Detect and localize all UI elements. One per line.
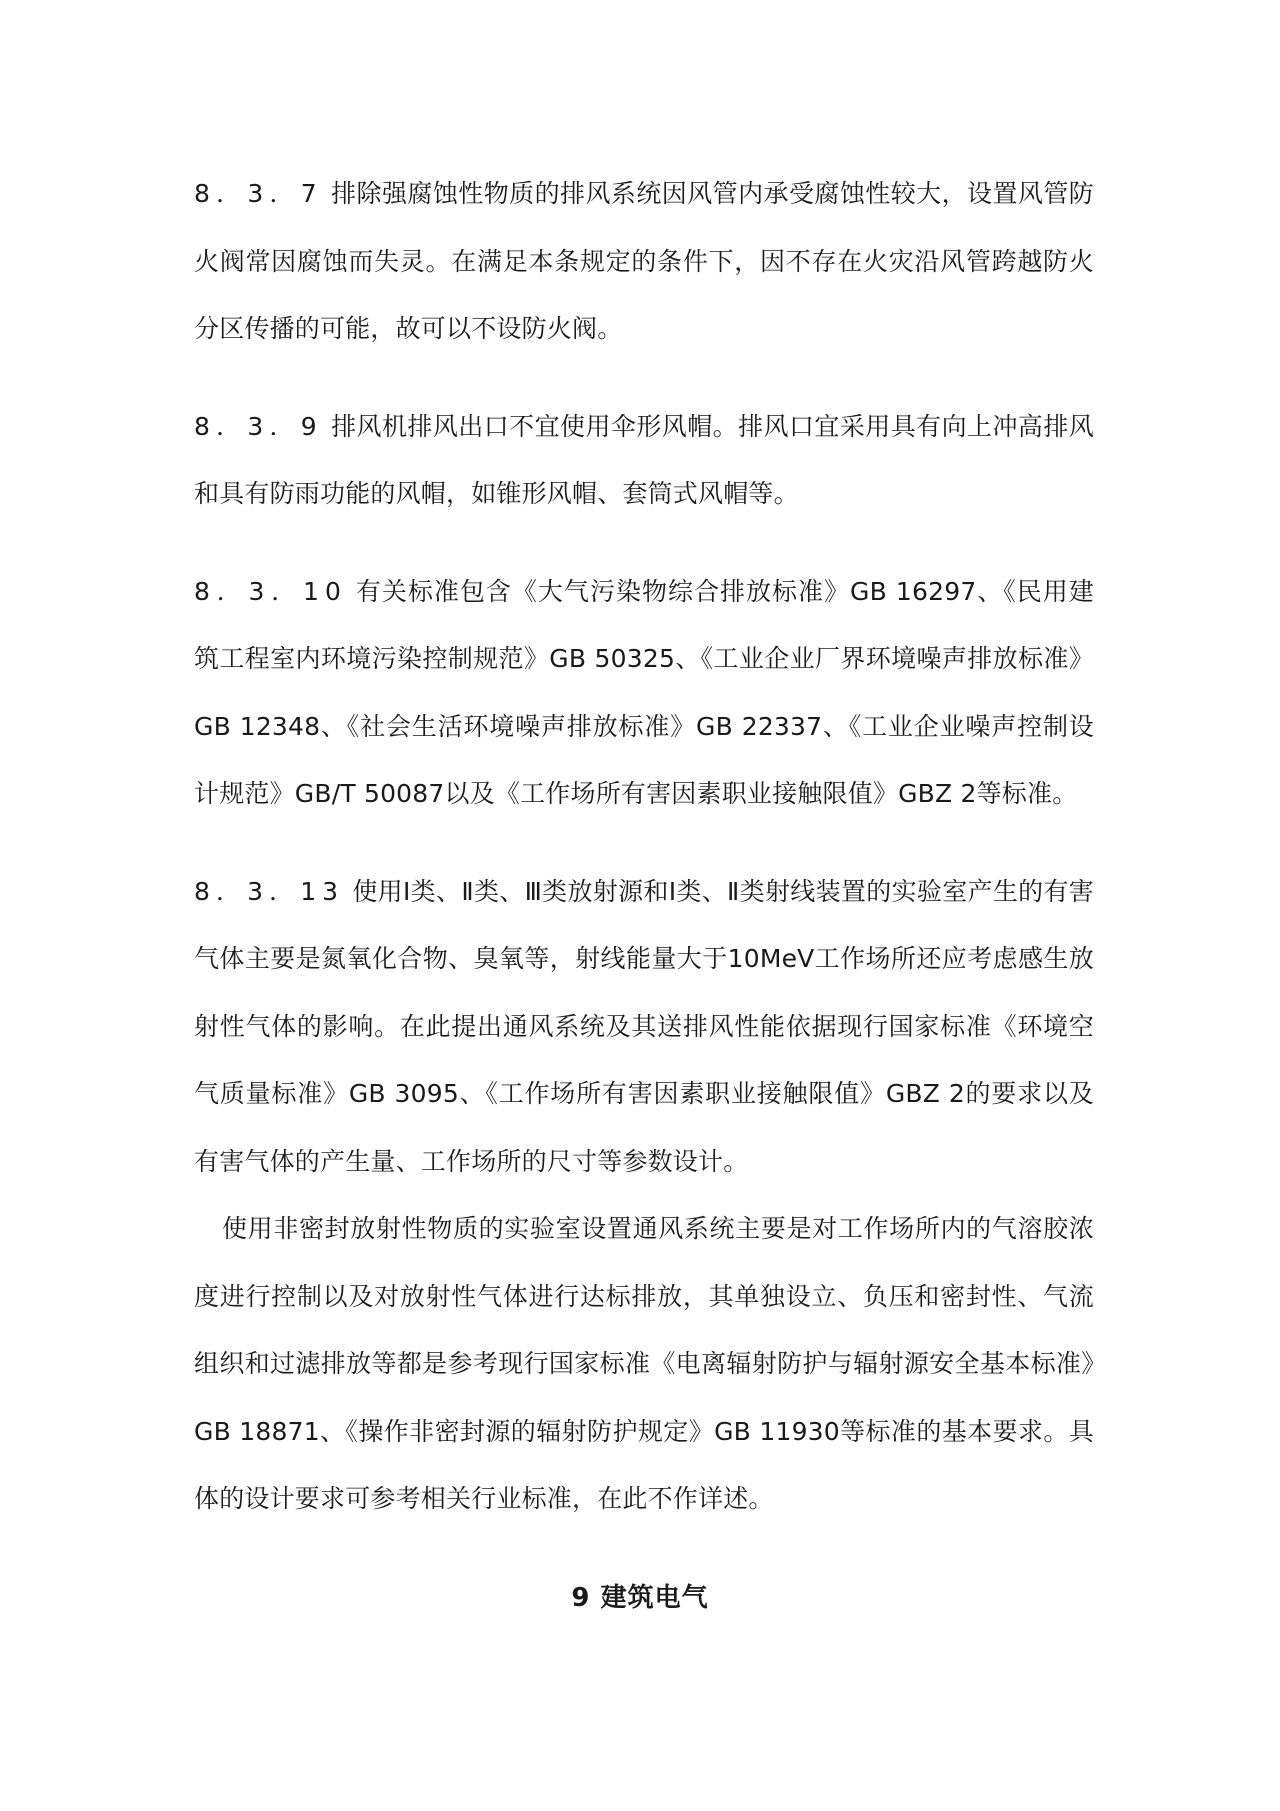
clause-8-3-10 bbox=[194, 558, 1094, 828]
clause-number: 8．3．7 bbox=[194, 179, 323, 208]
clause-8-3-9 bbox=[194, 393, 1094, 528]
document-body bbox=[194, 160, 1094, 1533]
clause-number: 8．3．10 bbox=[194, 576, 347, 606]
paragraph-text: 使用非密封放射性物质的实验室设置通风系统主要是对工作场所内的气溶胶浓度进行控制以及对放射性气体进行达标排放，其单独设立、负压和密封性、气流组织和过滤排放等都是参考现行国家标准《电离辐射防护与辐射源安全基本标准》GB 18871、《操作非密封源的辐射防护规定》GB 11930等标准的基本要求。具体的设计要求可参考相关行业标准，在此不作详述。 bbox=[194, 1214, 1094, 1513]
clause-8-3-13-continuation bbox=[194, 1195, 1094, 1533]
clause-8-3-7 bbox=[194, 160, 1094, 363]
clause-text: 排风机排风出口不宜使用伞形风帽。排风口宜采用具有向上冲高排风和具有防雨功能的风帽，如锥形风帽、套筒式风帽等。 bbox=[194, 411, 1094, 508]
clause-number: 8．3．9 bbox=[194, 411, 323, 441]
clause-text: 有关标准包含《大气污染物综合排放标准》GB 16297、《民用建筑工程室内环境污染控制规范》GB 50325、《工业企业厂界环境噪声排放标准》GB 12348、《社会生活环境噪声排放标准》GB 22337、《工业企业噪声控制设计规范》GB/T 50087以及《工作场所有害因素职业接触限值》GBZ 2等标准。 bbox=[194, 576, 1095, 808]
clause-8-3-13 bbox=[194, 858, 1094, 1196]
section-heading: 9 建筑电气 bbox=[571, 1583, 709, 1613]
clause-text: 排除强腐蚀性物质的排风系统因风管内承受腐蚀性较大，设置风管防火阀常因腐蚀而失灵。在满足本条规定的条件下，因不存在火灾沿风管跨越防火分区传播的可能，故可以不设防火阀。 bbox=[194, 179, 1094, 343]
clause-text: 使用Ⅰ类、Ⅱ类、Ⅲ类放射源和Ⅰ类、Ⅱ类射线装置的实验室产生的有害气体主要是氮氧化合物、臭氧等，射线能量大于10MeV工作场所还应考虑感生放射性气体的影响。在此提出通风系统及其送排风性能依据现行国家标准《环境空气质量标准》GB 3095、《工作场所有害因素职业接触限值》GBZ 2的要求以及有害气体的产生量、工作场所的尺寸等参数设计。 bbox=[194, 876, 1094, 1176]
clause-number: 8．3．13 bbox=[194, 876, 345, 906]
